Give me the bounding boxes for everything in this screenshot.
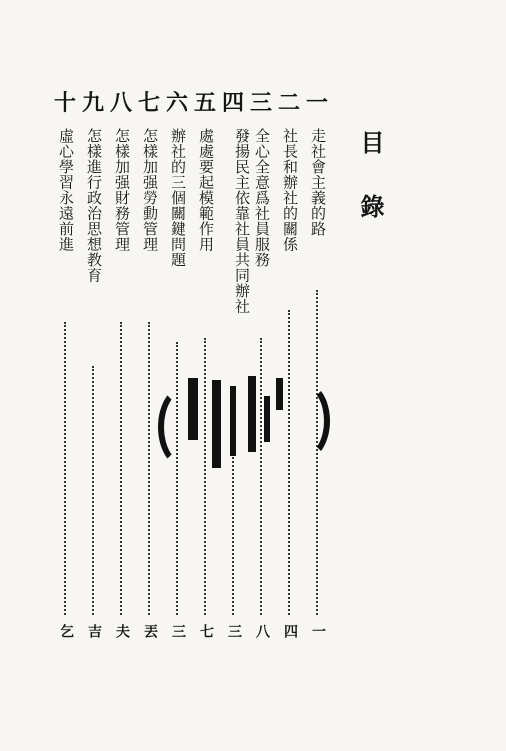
leader-dots xyxy=(204,338,206,615)
entry-number: 六 xyxy=(165,90,188,116)
entry-number: 十 xyxy=(53,90,76,116)
entry-page: 一 xyxy=(310,624,326,638)
entry-title: 怎樣進行政治思想教育 xyxy=(85,128,103,283)
entry-title: 全心全意爲社員服務 xyxy=(253,128,271,268)
entry-page: 三 xyxy=(170,624,186,638)
entry-number: 七 xyxy=(137,90,160,116)
entry-page: 八 xyxy=(254,624,270,638)
toc-entry[interactable] xyxy=(163,90,191,670)
leader-dots xyxy=(92,366,94,615)
entry-title: 處處要起模範作用 xyxy=(197,128,215,252)
entry-page: 夫 xyxy=(114,624,130,638)
toc-entry[interactable] xyxy=(303,90,331,670)
toc-entry[interactable] xyxy=(219,90,251,670)
entry-page: 七 xyxy=(198,624,214,638)
entry-title: 怎樣加强財務管理 xyxy=(113,128,131,252)
entry-number: 三 xyxy=(249,90,272,116)
entry-number: 八 xyxy=(109,90,132,116)
entry-number: 二 xyxy=(277,90,300,116)
leader-dots xyxy=(176,342,178,615)
toc-entry[interactable] xyxy=(107,90,135,670)
entry-title: 辦社的三個關鍵問題 xyxy=(169,128,187,268)
entry-title: 虛心學習永遠前進 xyxy=(57,128,75,252)
entry-page: 四 xyxy=(282,624,298,638)
entry-number: 九 xyxy=(81,90,104,116)
entry-number: 一 xyxy=(305,90,328,116)
toc-entry[interactable] xyxy=(79,90,107,670)
entry-number: 五 xyxy=(193,90,216,116)
leader-dots xyxy=(260,338,262,615)
leader-dots xyxy=(148,322,150,615)
entry-number: 四 xyxy=(221,90,244,116)
leader-dots xyxy=(288,310,290,615)
toc-title: 目錄 xyxy=(356,130,385,258)
toc-entry[interactable] xyxy=(135,90,163,670)
entry-title: 走社會主義的路 xyxy=(309,128,327,237)
entry-title: 怎樣加强勞動管理 xyxy=(141,128,159,252)
leader-dots xyxy=(64,322,66,615)
toc-entry[interactable] xyxy=(51,90,79,670)
entry-page: 乞 xyxy=(58,624,74,638)
leader-dots xyxy=(120,322,122,615)
entry-page: 丟 xyxy=(142,624,158,638)
entry-title: 發揚民主依靠社員共同辦社 xyxy=(233,128,251,314)
entry-title: 社長和辦社的關係 xyxy=(281,128,299,252)
entry-page: 吉 xyxy=(86,624,102,638)
entry-page: 三 xyxy=(226,624,242,638)
